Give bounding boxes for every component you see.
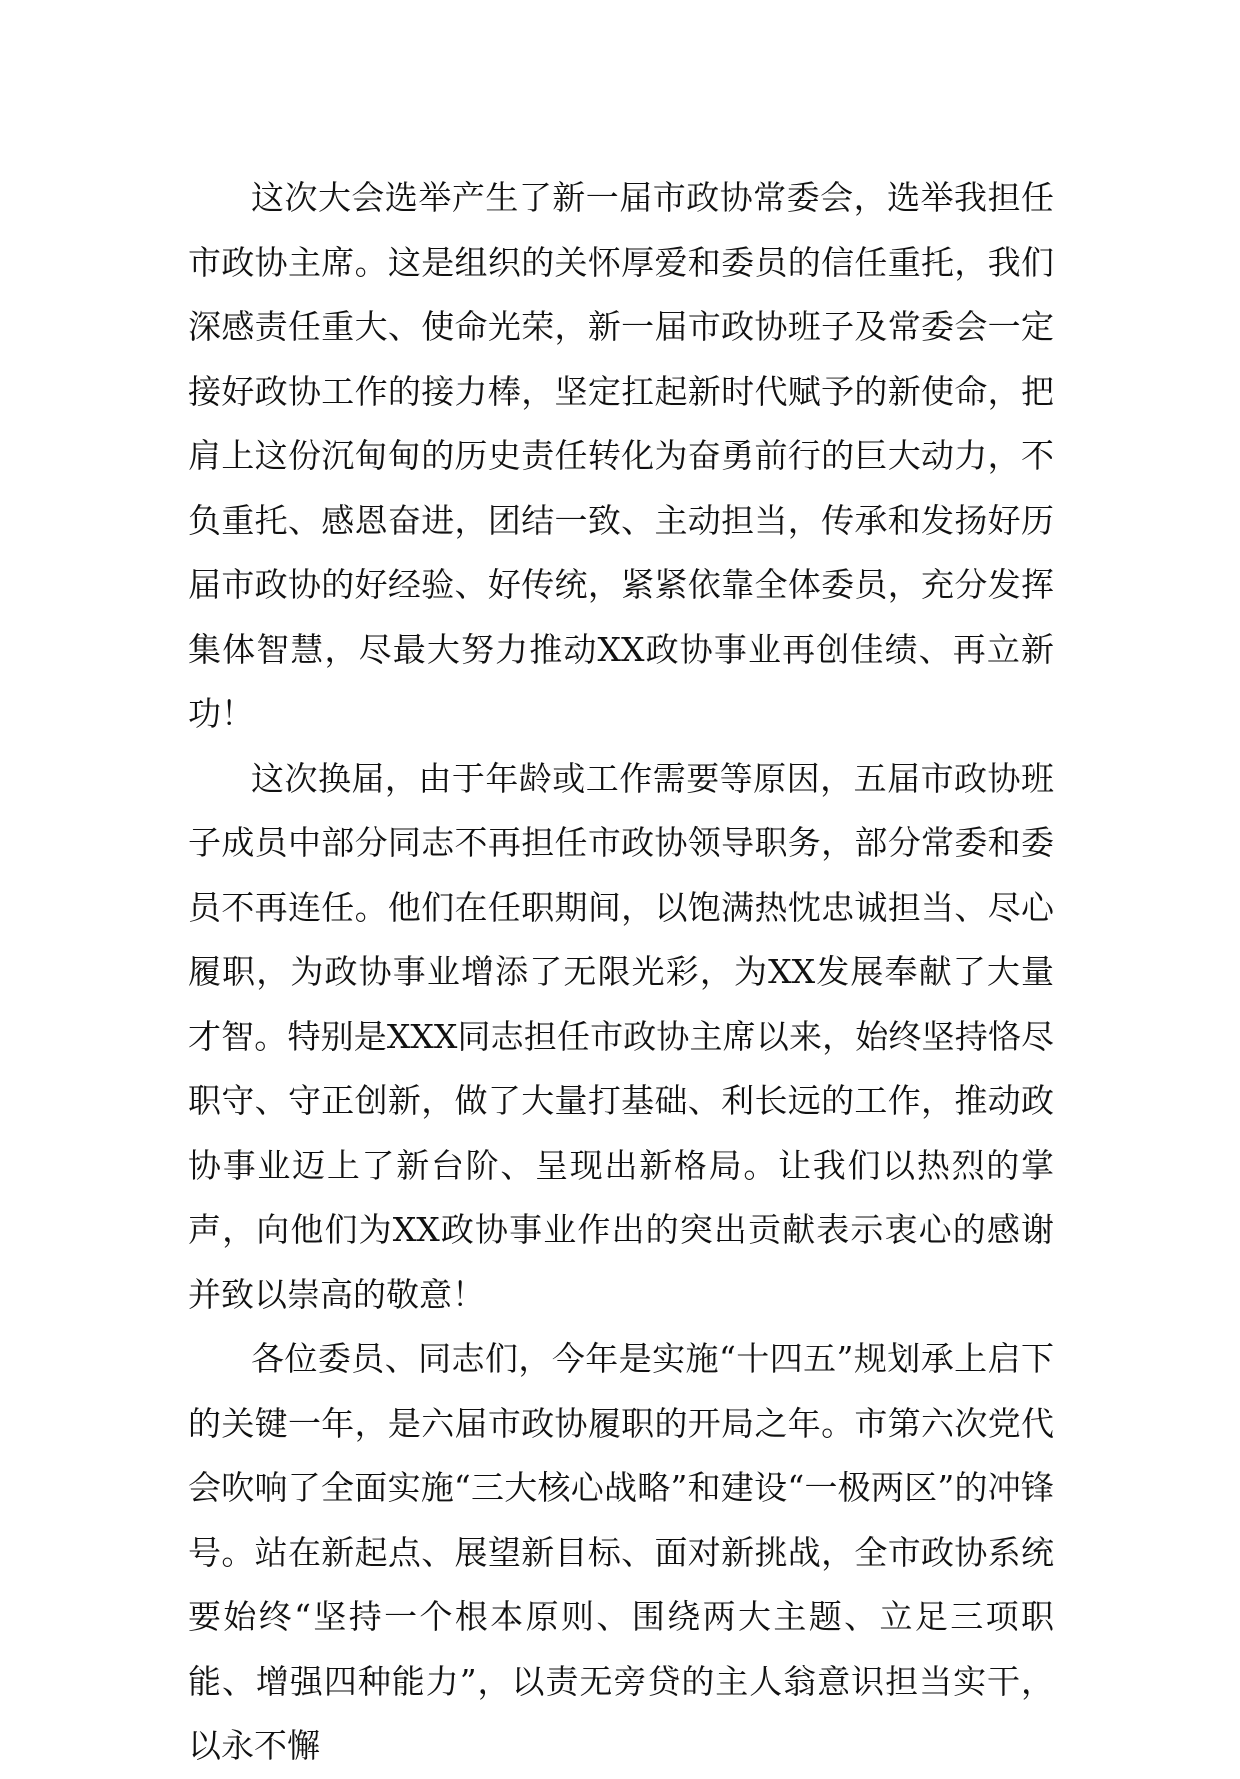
document-body bbox=[188, 166, 1054, 1779]
paragraph-2: 这次换届，由于年龄或工作需要等原因，五届市政协班子成员中部分同志不再担任市政协领导职务，部分常委和委员不再连任。他们在任职期间，以饱满热忱忠诚担当、尽心履职，为政协事业增添了无限光彩，为XX发展奉献了大量才智。特别是XXX同志担任市政协主席以来，始终坚持恪尽职守、守正创新，做了大量打基础、利长远的工作，推动政协事业迈上了新台阶、呈现出新格局。让我们以热烈的掌声，向他们为XX政协事业作出的突出贡献表示衷心的感谢并致以崇高的敬意！ bbox=[188, 758, 1054, 1314]
paragraph-1: 这次大会选举产生了新一届市政协常委会，选举我担任市政协主席。这是组织的关怀厚爱和委员的信任重托，我们深感责任重大、使命光荣，新一届市政协班子及常委会一定接好政协工作的接力棒，坚定扛起新时代赋予的新使命，把肩上这份沉甸甸的历史责任转化为奋勇前行的巨大动力，不负重托、感恩奋进，团结一致、主动担当，传承和发扬好历届市政协的好经验、好传统，紧紧依靠全体委员，充分发挥集体智慧，尽最大努力推动XX政协事业再创佳绩、再立新功！ bbox=[188, 178, 1054, 733]
paragraph-3: 各位委员、同志们，今年是实施“十四五”规划承上启下的关键一年，是六届市政协履职的开局之年。市第六次党代会吹响了全面实施“三大核心战略”和建设“一极两区”的冲锋号。站在新起点、展望新目标、面对新挑战，全市政协系统要始终“坚持一个根本原则、围绕两大主题、立足三项职能、增强四种能力”，以责无旁贷的主人翁意识担当实干，以永不懈 bbox=[188, 1339, 1054, 1765]
